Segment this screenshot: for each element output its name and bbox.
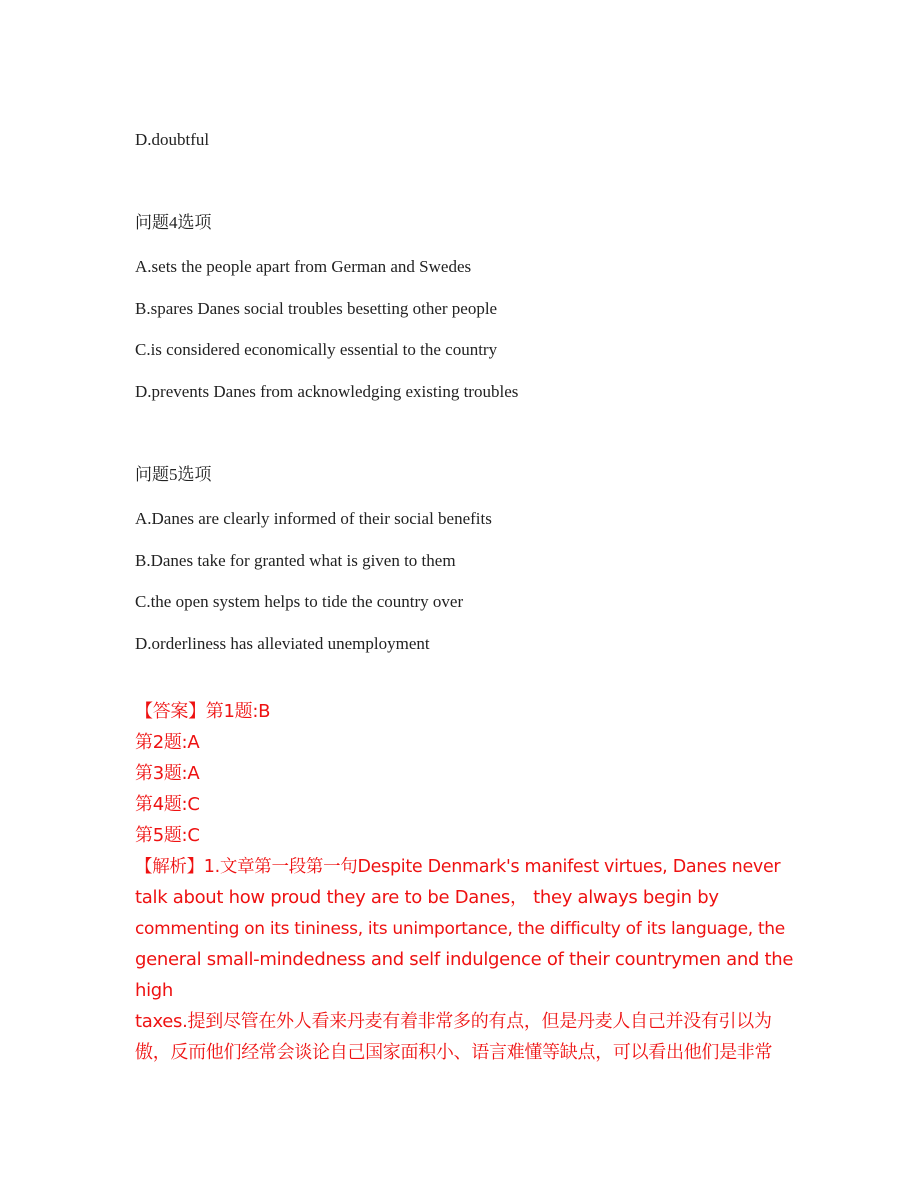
answer-line-5: 第5题:C	[135, 825, 200, 846]
q4-option-b: B.spares Danes social troubles besetting other people	[135, 299, 498, 318]
q5-heading: 问题5选项	[135, 465, 212, 484]
answer-line-4: 第4题:C	[135, 794, 200, 815]
q5-option-b: B.Danes take for granted what is given to them	[135, 551, 456, 570]
q4-heading: 问题4选项	[135, 213, 212, 232]
q4-option-a: A.sets the people apart from German and Swedes	[135, 257, 472, 276]
q5-option-c: C.the open system helps to tide the country over	[135, 592, 464, 611]
answer-line-1: 【答案】第1题:B	[135, 701, 271, 722]
answer-line-2: 第2题:A	[135, 732, 200, 753]
analysis-line-2: talk about how proud they are to be Danes， they always begin by	[135, 887, 719, 908]
q5-option-d: D.orderliness has alleviated unemployment	[135, 634, 430, 653]
q5-option-a: A.Danes are clearly informed of their social benefits	[135, 509, 492, 528]
analysis-line-7: 傲，反而他们经常会谈论自己国家面积小、语言难懂等缺点，可以看出他们是非常	[135, 1042, 773, 1063]
analysis-line-3: commenting on its tininess, its unimportance, the difficulty of its language, the	[135, 919, 785, 939]
q4-option-d: D.prevents Danes from acknowledging existing troubles	[135, 382, 519, 401]
analysis-line-4: general small-mindedness and self indulgence of their countrymen and the	[135, 949, 794, 970]
analysis-line-1: 【解析】1.文章第一段第一句Despite Denmark's manifest virtues, Danes never	[135, 857, 781, 877]
analysis-line-6: taxes.提到尽管在外人看来丹麦有着非常多的有点，但是丹麦人自己并没有引以为	[135, 1011, 772, 1032]
analysis-line-5: high	[135, 980, 174, 1001]
answer-line-3: 第3题:A	[135, 763, 200, 784]
q4-option-c: C.is considered economically essential to the country	[135, 340, 498, 359]
q3-option-d: D.doubtful	[135, 130, 210, 149]
